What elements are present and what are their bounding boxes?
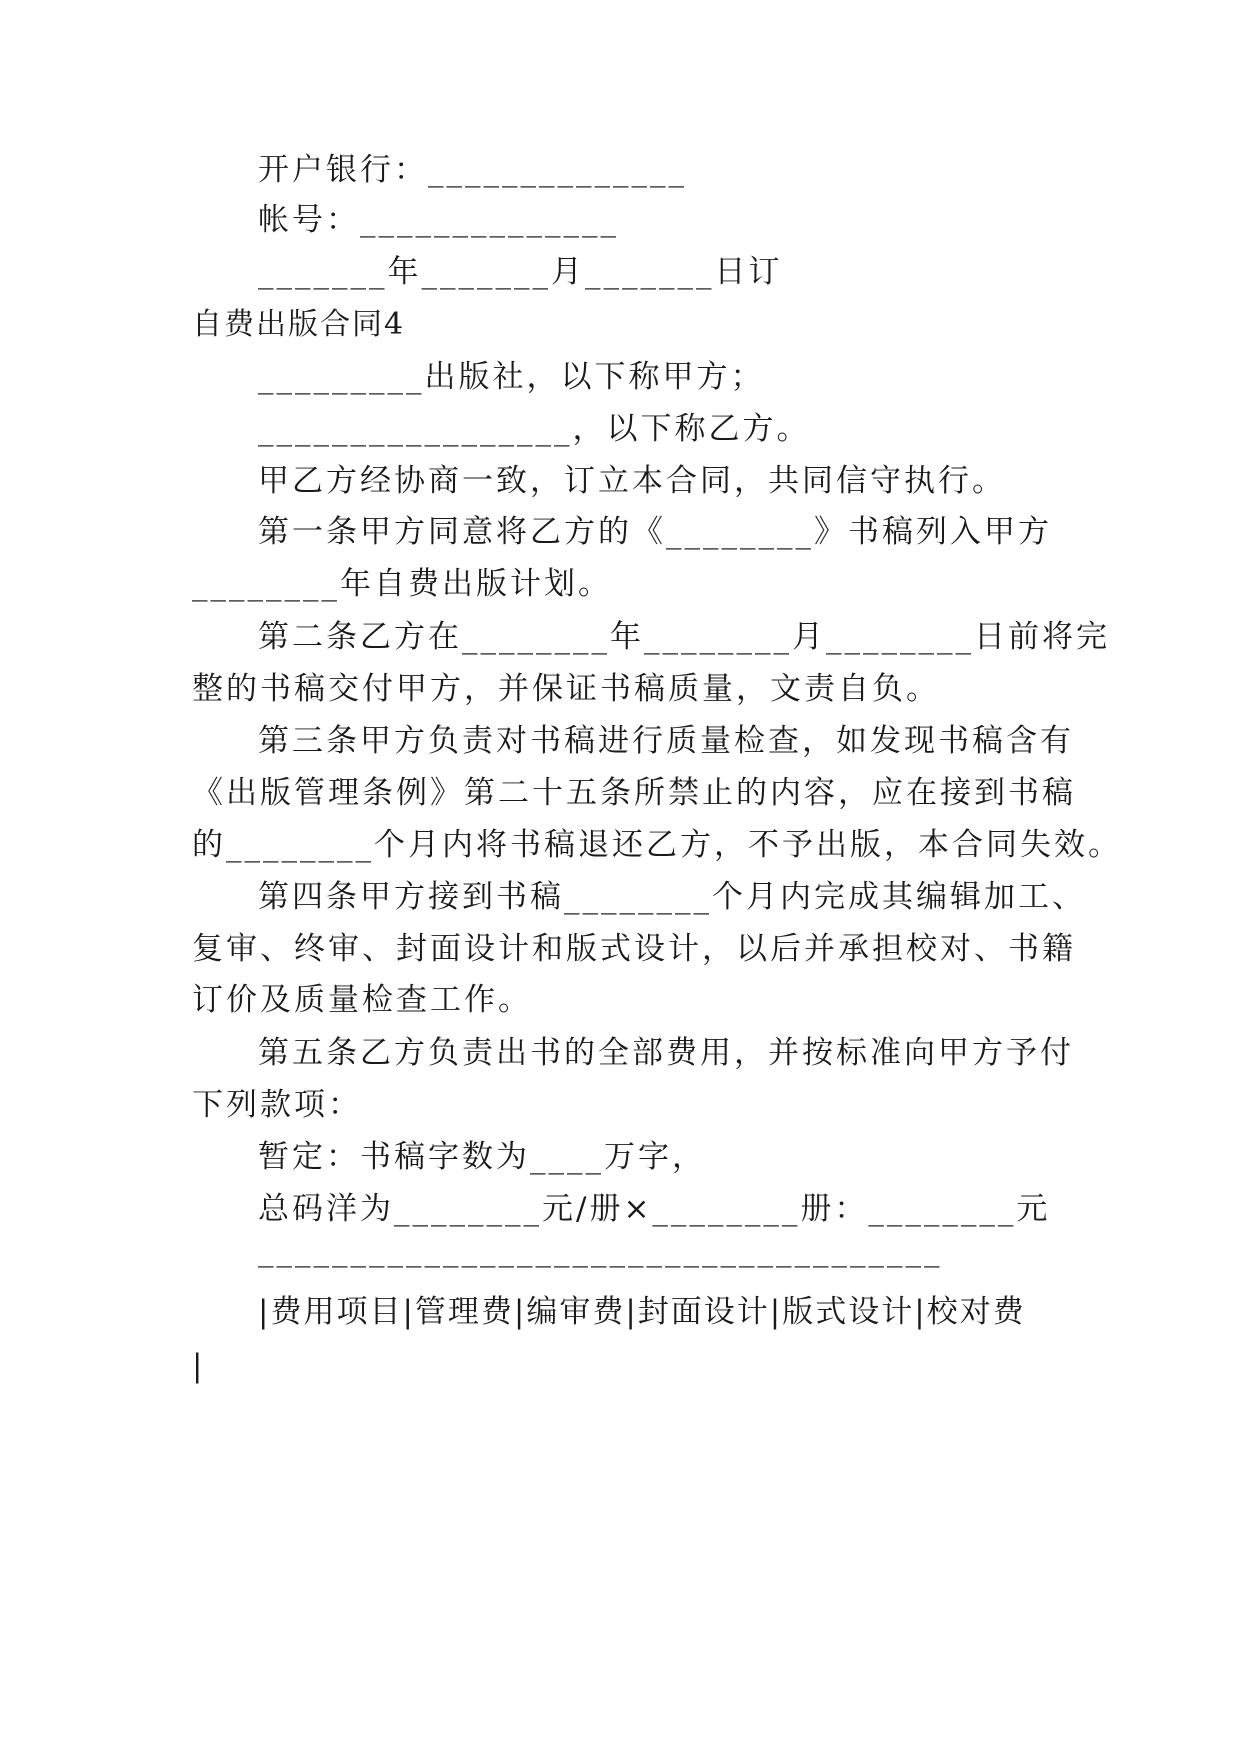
bank-line: 开户银行：______________ <box>258 152 687 188</box>
table-top-rule: _____________________________________ <box>258 1232 943 1268</box>
article-3-line-3: 的________个月内将书稿退还乙方，不予出版，本合同失效。 <box>192 827 1122 863</box>
article-4-line-1: 第四条甲方接到书稿________个月内完成其编辑加工、 <box>258 879 1086 915</box>
article-2-line-2: 整的书稿交付甲方，并保证书稿质量，文责自负。 <box>192 671 940 707</box>
preamble-line: 甲乙方经协商一致，订立本合同，共同信守执行。 <box>258 463 1006 499</box>
party-a-line: _________出版社，以下称甲方； <box>258 359 765 395</box>
word-count-line: 暂定：书稿字数为____万字， <box>258 1139 706 1175</box>
fee-table-row-fragment: | <box>192 1348 205 1384</box>
fee-table-header-row: |费用项目|管理费|编审费|封面设计|版式设计|校对费 <box>258 1294 1026 1330</box>
article-4-line-3: 订价及质量检查工作。 <box>192 982 532 1018</box>
article-3-line-2: 《出版管理条例》第二十五条所禁止的内容，应在接到书稿 <box>192 775 1076 811</box>
total-price-line: 总码洋为________元/册×________册：________元 <box>258 1191 1051 1227</box>
article-1-line-1: 第一条甲方同意将乙方的《________》书稿列入甲方 <box>258 514 1052 550</box>
article-5-line-1: 第五条乙方负责出书的全部费用，并按标准向甲方予付 <box>258 1035 1074 1071</box>
article-3-line-1: 第三条甲方负责对书稿进行质量检查，如发现书稿含有 <box>258 723 1074 759</box>
date-line: _______年_______月_______日订 <box>258 254 783 290</box>
article-4-line-2: 复审、终审、封面设计和版式设计，以后并承担校对、书籍 <box>192 931 1076 967</box>
article-2-line-1: 第二条乙方在________年________月________日前将完 <box>258 619 1110 655</box>
article-5-line-2: 下列款项： <box>192 1087 362 1123</box>
contract-title: 自费出版合同4 <box>192 307 406 342</box>
article-1-line-2: ________年自费出版计划。 <box>192 566 612 602</box>
account-line: 帐号：______________ <box>258 202 619 238</box>
party-b-line: _________________，以下称乙方。 <box>258 411 811 447</box>
